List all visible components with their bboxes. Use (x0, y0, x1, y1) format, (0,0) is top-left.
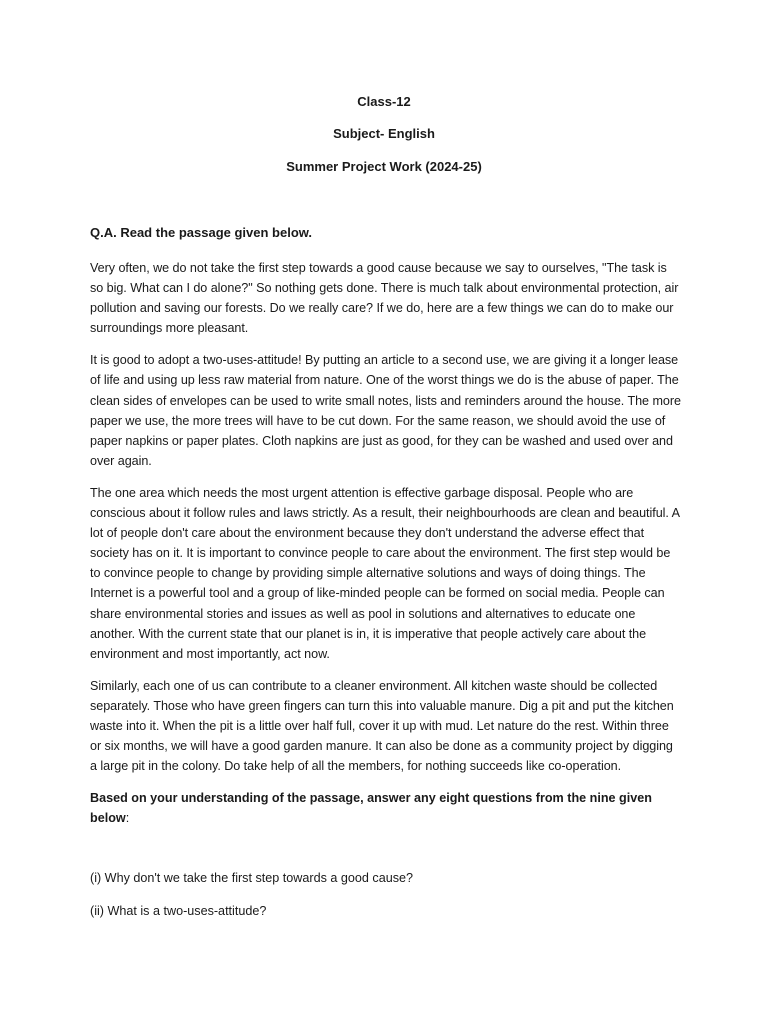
question-heading: Q.A. Read the passage given below. (90, 225, 313, 240)
instruction-colon: : (125, 811, 130, 826)
subject-heading: Subject- English (333, 126, 435, 141)
project-title: Summer Project Work (2024-25) (286, 159, 482, 174)
question-2: (ii) What is a two-uses-attitude? (90, 904, 267, 919)
passage-paragraph-1: Very often, we do not take the first step towards a good cause because we say to ourselves, "The task is so big. What can I do alone?" So nothing gets done. There is much talk about environmental protection, air pollution and saving our forests. Do we really care? If we do, here are a few things we can do to make our surroundings more pleasant. (90, 261, 679, 336)
passage-paragraph-3: The one area which needs the most urgent attention is effective garbage disposal. People who are conscious about it follow rules and laws strictly. As a result, their neighbourhoods are clean and beautiful. A lot of people don't care about the environment because they don't understand the adverse effect that society has on it. It is important to convince people to care about the environment. The first step would be to convince people to change by providing simple alternative solutions and ways of doing things. The Internet is a powerful tool and a group of like-minded people can be formed on social media. People can share environmental stories and issues as well as pool in solutions and alternatives to educate one another. With the current state that our planet is in, it is imperative that people actively care about the environment and most importantly, act now. (90, 485, 680, 661)
document-body (90, 225, 682, 934)
passage-paragraph-4: Similarly, each one of us can contribute to a cleaner environment. All kitchen waste should be collected separately. Those who have green fingers can turn this into valuable manure. Dig a pit and put the kitchen waste into it. When the pit is a little over half full, cover it up with mud. Let nature do the rest. Within three or six months, we will have a good garden manure. It can also be done as a community project by digging a large pit in the colony. Do take help of all the members, for nothing succeeds like co-operation. (90, 678, 674, 774)
answer-instruction (90, 788, 682, 828)
class-heading: Class-12 (357, 94, 411, 109)
instruction-text: Based on your understanding of the passage, answer any eight questions from the nine given below (90, 791, 652, 826)
question-1: (i) Why don't we take the first step towards a good cause? (90, 871, 414, 886)
passage-paragraph-2: It is good to adopt a two-uses-attitude! By putting an article to a second use, we are giving it a longer lease of life and using up less raw material from nature. One of the worst things we do is the abuse of paper. The clean sides of envelopes can be used to write small notes, lists and reminders around the house. The more paper we use, the more trees will have to be cut down. For the same reason, we should avoid the use of paper napkins or paper plates. Cloth napkins are just as good, for they can be washed and used over and over again. (90, 353, 681, 468)
